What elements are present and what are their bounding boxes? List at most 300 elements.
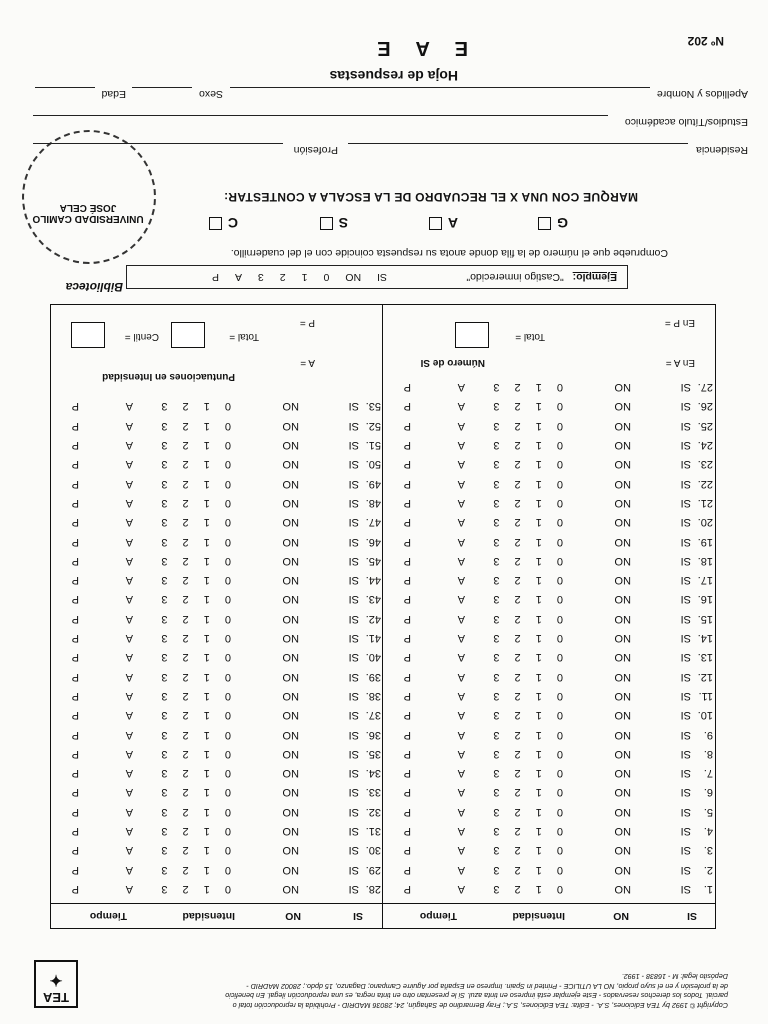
cell-p[interactable]: P [403, 651, 411, 664]
cell-si[interactable]: SI [348, 612, 359, 625]
cell-a[interactable]: A [457, 844, 465, 857]
cell-intensidad[interactable]: 0 1 2 3 [487, 844, 563, 857]
cell-si[interactable]: SI [348, 767, 359, 780]
cell-intensidad[interactable]: 0 1 2 3 [155, 844, 231, 857]
cell-a[interactable]: A [457, 805, 465, 818]
cell-a[interactable]: A [457, 593, 465, 606]
cell-p[interactable]: P [403, 535, 411, 548]
centil-box[interactable] [71, 322, 105, 348]
cell-p[interactable]: P [71, 400, 79, 413]
cell-intensidad[interactable]: 0 1 2 3 [155, 535, 231, 548]
cell-p[interactable]: P [403, 497, 411, 509]
cell-no[interactable]: NO [282, 709, 299, 722]
cell-intensidad[interactable]: 0 1 2 3 [487, 728, 563, 741]
cell-a[interactable]: A [457, 574, 465, 587]
cell-intensidad[interactable]: 0 1 2 3 [155, 593, 231, 606]
cell-intensidad[interactable]: 0 1 2 3 [487, 786, 563, 799]
cell-no[interactable]: NO [614, 728, 631, 741]
cell-p[interactable]: P [403, 419, 411, 432]
cell-no[interactable]: NO [614, 593, 631, 606]
cell-p[interactable]: P [71, 690, 79, 702]
scale-g[interactable] [538, 215, 568, 231]
estudios-label: Estudios/Título académico [624, 116, 748, 128]
cell-no[interactable]: NO [614, 554, 631, 567]
cell-no[interactable]: NO [614, 767, 631, 780]
cell-a[interactable]: A [125, 439, 133, 452]
cell-p[interactable]: P [71, 477, 79, 490]
cell-intensidad[interactable]: 0 1 2 3 [155, 400, 231, 413]
cell-a[interactable]: A [125, 419, 133, 432]
sexo-line[interactable] [132, 87, 192, 88]
cell-no[interactable]: NO [282, 458, 299, 471]
cell-a[interactable]: A [125, 728, 133, 741]
cell-a[interactable]: A [457, 381, 465, 394]
cell-intensidad[interactable]: 0 1 2 3 [487, 863, 563, 876]
cell-no[interactable]: NO [282, 632, 299, 645]
cell-a[interactable]: A [457, 690, 465, 702]
cell-si[interactable]: SI [680, 439, 691, 452]
cell-no[interactable]: NO [614, 863, 631, 876]
example-label: Ejemplo: [572, 271, 617, 283]
cell-si[interactable]: SI [680, 554, 691, 567]
cell-a[interactable]: A [457, 863, 465, 876]
cell-si[interactable]: SI [348, 554, 359, 567]
cell-a[interactable]: A [457, 670, 465, 683]
cell-p[interactable]: P [403, 747, 411, 760]
cell-si[interactable]: SI [348, 844, 359, 857]
cell-si[interactable]: SI [680, 593, 691, 606]
cell-p[interactable]: P [403, 825, 411, 838]
cell-si[interactable]: SI [348, 651, 359, 664]
cell-intensidad[interactable]: 0 1 2 3 [487, 497, 563, 509]
cell-intensidad[interactable]: 0 1 2 3 [487, 439, 563, 452]
cell-no[interactable]: NO [614, 670, 631, 683]
cell-intensidad[interactable]: 0 1 2 3 [487, 670, 563, 683]
cell-a[interactable]: A [457, 419, 465, 432]
row-number: 52. [365, 419, 381, 432]
cell-si[interactable]: SI [680, 477, 691, 490]
cell-intensidad[interactable]: 0 1 2 3 [155, 883, 231, 895]
cell-p[interactable]: P [71, 844, 79, 857]
cell-intensidad[interactable]: 0 1 2 3 [487, 554, 563, 567]
cell-a[interactable]: A [125, 670, 133, 683]
cell-p[interactable]: P [71, 709, 79, 722]
cell-a[interactable]: A [125, 651, 133, 664]
cell-si[interactable]: SI [348, 805, 359, 818]
cell-p[interactable]: P [403, 844, 411, 857]
cell-a[interactable]: A [125, 805, 133, 818]
cell-p[interactable]: P [403, 670, 411, 683]
cell-a[interactable]: A [125, 632, 133, 645]
cell-intensidad[interactable]: 0 1 2 3 [487, 612, 563, 625]
total-left-box[interactable] [455, 322, 489, 348]
cell-si[interactable]: SI [680, 728, 691, 741]
cell-p[interactable]: P [71, 883, 79, 895]
cell-p[interactable]: P [71, 805, 79, 818]
cell-a[interactable]: A [457, 728, 465, 741]
sexo-label: Sexo [199, 88, 223, 100]
cell-si[interactable]: SI [348, 825, 359, 838]
cell-p[interactable]: P [71, 593, 79, 606]
cell-si[interactable]: SI [348, 593, 359, 606]
cell-si[interactable]: SI [680, 863, 691, 876]
scale-a[interactable] [429, 215, 458, 231]
cell-si[interactable]: SI [348, 419, 359, 432]
cell-no[interactable]: NO [614, 632, 631, 645]
cell-p[interactable]: P [71, 419, 79, 432]
cell-p[interactable]: P [71, 535, 79, 548]
cell-intensidad[interactable]: 0 1 2 3 [155, 747, 231, 760]
cell-no[interactable]: NO [282, 497, 299, 509]
cell-intensidad[interactable]: 0 1 2 3 [155, 632, 231, 645]
cell-no[interactable]: NO [282, 786, 299, 799]
cell-p[interactable]: P [403, 786, 411, 799]
cell-p[interactable]: P [71, 516, 79, 529]
cell-intensidad[interactable]: 0 1 2 3 [155, 612, 231, 625]
table-row [51, 397, 381, 416]
cell-intensidad[interactable]: 0 1 2 3 [487, 883, 563, 895]
cell-intensidad[interactable]: 0 1 2 3 [487, 805, 563, 818]
cell-p[interactable]: P [403, 574, 411, 587]
cell-si[interactable]: SI [680, 651, 691, 664]
cell-si[interactable]: SI [680, 670, 691, 683]
cell-p[interactable]: P [71, 458, 79, 471]
cell-intensidad[interactable]: 0 1 2 3 [487, 381, 563, 394]
cell-no[interactable]: NO [282, 651, 299, 664]
cell-si[interactable]: SI [348, 516, 359, 529]
cell-intensidad[interactable]: 0 1 2 3 [155, 825, 231, 838]
cell-no[interactable]: NO [282, 883, 299, 895]
table-row [51, 860, 381, 879]
cell-intensidad[interactable]: 0 1 2 3 [487, 767, 563, 780]
checkbox-icon[interactable] [320, 217, 333, 230]
table-row [51, 493, 381, 512]
cell-no[interactable]: NO [614, 747, 631, 760]
cell-intensidad[interactable]: 0 1 2 3 [487, 400, 563, 413]
cell-si[interactable]: SI [680, 786, 691, 799]
cell-a[interactable]: A [125, 477, 133, 490]
cell-no[interactable]: NO [282, 844, 299, 857]
cell-a[interactable]: A [457, 632, 465, 645]
cell-intensidad[interactable]: 0 1 2 3 [155, 574, 231, 587]
cell-si[interactable]: SI [348, 728, 359, 741]
cell-a[interactable]: A [457, 516, 465, 529]
cell-p[interactable]: P [71, 728, 79, 741]
cell-no[interactable]: NO [282, 612, 299, 625]
cell-a[interactable]: A [125, 709, 133, 722]
cell-intensidad[interactable]: 0 1 2 3 [155, 670, 231, 683]
cell-no[interactable]: NO [614, 516, 631, 529]
cell-a[interactable]: A [125, 825, 133, 838]
cell-intensidad[interactable]: 0 1 2 3 [487, 632, 563, 645]
cell-p[interactable]: P [403, 593, 411, 606]
cell-p[interactable]: P [403, 728, 411, 741]
cell-p[interactable]: P [71, 439, 79, 452]
cell-no[interactable]: NO [282, 767, 299, 780]
cell-si[interactable]: SI [348, 670, 359, 683]
apellidos-line[interactable] [230, 87, 650, 88]
cell-intensidad[interactable]: 0 1 2 3 [155, 767, 231, 780]
cell-no[interactable]: NO [614, 883, 631, 895]
cell-p[interactable]: P [403, 863, 411, 876]
cell-si[interactable]: SI [348, 458, 359, 471]
cell-intensidad[interactable]: 0 1 2 3 [155, 728, 231, 741]
cell-a[interactable]: A [457, 786, 465, 799]
cell-no[interactable]: NO [614, 651, 631, 664]
cell-intensidad[interactable]: 0 1 2 3 [487, 593, 563, 606]
cell-si[interactable]: SI [680, 497, 691, 509]
copyright-line: parcial. Todos los derechos reservados - Este ejemplar está impreso en tinta azul. Si le presentan otro en tinta negra, es una reproducción ilegal. En beneficio [225, 991, 728, 1001]
cell-intensidad[interactable]: 0 1 2 3 [487, 477, 563, 490]
cell-no[interactable]: NO [614, 439, 631, 452]
cell-a[interactable]: A [457, 747, 465, 760]
cell-si[interactable]: SI [348, 439, 359, 452]
cell-intensidad[interactable]: 0 1 2 3 [155, 805, 231, 818]
cell-no[interactable]: NO [282, 477, 299, 490]
cell-p[interactable]: P [71, 786, 79, 799]
cell-no[interactable]: NO [282, 516, 299, 529]
cell-a[interactable]: A [125, 574, 133, 587]
cell-a[interactable]: A [125, 400, 133, 413]
row-number: 5. [703, 805, 713, 818]
cell-intensidad[interactable]: 0 1 2 3 [487, 516, 563, 529]
cell-p[interactable]: P [71, 767, 79, 780]
cell-intensidad[interactable]: 0 1 2 3 [487, 825, 563, 838]
cell-si[interactable]: SI [680, 574, 691, 587]
row-number: 17. [697, 574, 713, 587]
cell-p[interactable]: P [403, 632, 411, 645]
cell-si[interactable]: SI [348, 709, 359, 722]
cell-intensidad[interactable]: 0 1 2 3 [487, 574, 563, 587]
cell-si[interactable]: SI [680, 883, 691, 895]
cell-no[interactable]: NO [614, 805, 631, 818]
cell-si[interactable]: SI [680, 709, 691, 722]
cell-si[interactable]: SI [680, 767, 691, 780]
cell-si[interactable]: SI [680, 516, 691, 529]
cell-no[interactable]: NO [614, 825, 631, 838]
cell-si[interactable]: SI [680, 535, 691, 548]
cell-a[interactable]: A [457, 535, 465, 548]
scale-s[interactable] [320, 215, 348, 231]
cell-a[interactable]: A [457, 767, 465, 780]
cell-a[interactable]: A [125, 883, 133, 895]
cell-a[interactable]: A [457, 477, 465, 490]
cell-si[interactable]: SI [680, 805, 691, 818]
cell-a[interactable]: A [457, 651, 465, 664]
cell-si[interactable]: SI [348, 883, 359, 895]
cell-no[interactable]: NO [282, 690, 299, 702]
cell-p[interactable]: P [403, 690, 411, 702]
cell-no[interactable]: NO [614, 612, 631, 625]
checkbox-icon[interactable] [209, 217, 222, 230]
cell-intensidad[interactable]: 0 1 2 3 [155, 786, 231, 799]
cell-si[interactable]: SI [348, 690, 359, 702]
total-right-box[interactable] [171, 322, 205, 348]
cell-a[interactable]: A [125, 458, 133, 471]
cell-a[interactable]: A [125, 863, 133, 876]
cell-intensidad[interactable]: 0 1 2 3 [155, 477, 231, 490]
cell-intensidad[interactable]: 0 1 2 3 [155, 516, 231, 529]
cell-p[interactable]: P [403, 612, 411, 625]
cell-a[interactable]: A [457, 554, 465, 567]
cell-no[interactable]: NO [614, 574, 631, 587]
cell-p[interactable]: P [403, 554, 411, 567]
cell-p[interactable]: P [71, 863, 79, 876]
cell-p[interactable]: P [403, 439, 411, 452]
cell-no[interactable]: NO [282, 439, 299, 452]
cell-intensidad[interactable]: 0 1 2 3 [155, 709, 231, 722]
cell-intensidad[interactable]: 0 1 2 3 [155, 690, 231, 702]
cell-a[interactable]: A [125, 497, 133, 509]
cell-intensidad[interactable]: 0 1 2 3 [155, 458, 231, 471]
cell-si[interactable]: SI [680, 747, 691, 760]
estudios-line[interactable] [33, 115, 608, 116]
cell-a[interactable]: A [125, 767, 133, 780]
cell-intensidad[interactable]: 0 1 2 3 [487, 535, 563, 548]
cell-si[interactable]: SI [680, 612, 691, 625]
cell-si[interactable]: SI [680, 632, 691, 645]
cell-no[interactable]: NO [282, 805, 299, 818]
cell-si[interactable]: SI [348, 497, 359, 509]
row-number: 39. [365, 670, 381, 683]
cell-p[interactable]: P [403, 883, 411, 895]
cell-si[interactable]: SI [348, 632, 359, 645]
row-number: 48. [365, 497, 381, 509]
cell-si[interactable]: SI [348, 477, 359, 490]
cell-a[interactable]: A [125, 844, 133, 857]
cell-si[interactable]: SI [348, 400, 359, 413]
residencia-line[interactable] [348, 143, 688, 144]
row-number: 30. [365, 844, 381, 857]
cell-intensidad[interactable]: 0 1 2 3 [155, 439, 231, 452]
cell-a[interactable]: A [125, 593, 133, 606]
cell-si[interactable]: SI [680, 825, 691, 838]
cell-si[interactable]: SI [680, 400, 691, 413]
cell-no[interactable]: NO [282, 728, 299, 741]
cell-si[interactable]: SI [680, 419, 691, 432]
cell-a[interactable]: A [457, 709, 465, 722]
cell-p[interactable]: P [71, 670, 79, 683]
checkbox-icon[interactable] [538, 217, 551, 230]
edad-line[interactable] [35, 87, 95, 88]
profesion-line[interactable] [33, 143, 283, 144]
cell-no[interactable]: NO [614, 381, 631, 394]
cell-intensidad[interactable]: 0 1 2 3 [155, 497, 231, 509]
example-cell: 1 [301, 271, 308, 283]
cell-a[interactable]: A [457, 612, 465, 625]
cell-intensidad[interactable]: 0 1 2 3 [487, 458, 563, 471]
cell-no[interactable]: NO [614, 690, 631, 702]
cell-a[interactable]: A [125, 516, 133, 529]
cell-no[interactable]: NO [614, 535, 631, 548]
cell-p[interactable]: P [403, 477, 411, 490]
cell-si[interactable]: SI [680, 690, 691, 702]
cell-no[interactable]: NO [614, 400, 631, 413]
cell-p[interactable]: P [71, 497, 79, 509]
cell-a[interactable]: A [457, 439, 465, 452]
cell-a[interactable]: A [457, 497, 465, 509]
header-si: SI [353, 910, 363, 922]
cell-intensidad[interactable]: 0 1 2 3 [155, 554, 231, 567]
cell-no[interactable]: NO [282, 574, 299, 587]
cell-a[interactable]: A [457, 400, 465, 413]
cell-si[interactable]: SI [680, 458, 691, 471]
cell-no[interactable]: NO [614, 477, 631, 490]
cell-no[interactable]: NO [282, 419, 299, 432]
cell-no[interactable]: NO [282, 593, 299, 606]
cell-a[interactable]: A [457, 883, 465, 895]
cell-a[interactable]: A [125, 747, 133, 760]
scale-label: G [557, 215, 568, 231]
cell-no[interactable]: NO [614, 419, 631, 432]
cell-p[interactable]: P [403, 516, 411, 529]
cell-p[interactable]: P [71, 574, 79, 587]
cell-p[interactable]: P [403, 805, 411, 818]
cell-p[interactable]: P [403, 400, 411, 413]
cell-si[interactable]: SI [348, 786, 359, 799]
cell-intensidad[interactable]: 0 1 2 3 [155, 419, 231, 432]
cell-a[interactable]: A [125, 612, 133, 625]
cell-no[interactable]: NO [282, 670, 299, 683]
cell-no[interactable]: NO [614, 458, 631, 471]
cell-p[interactable]: P [403, 458, 411, 471]
scale-c[interactable] [209, 215, 238, 231]
cell-p[interactable]: P [71, 554, 79, 567]
cell-p[interactable]: P [71, 825, 79, 838]
header-no: NO [613, 910, 629, 922]
cell-si[interactable]: SI [348, 535, 359, 548]
cell-no[interactable]: NO [282, 863, 299, 876]
cell-si[interactable]: SI [680, 381, 691, 394]
row-number: 9. [703, 728, 713, 741]
cell-intensidad[interactable]: 0 1 2 3 [487, 747, 563, 760]
cell-a[interactable]: A [125, 786, 133, 799]
cell-si[interactable]: SI [348, 863, 359, 876]
cell-no[interactable]: NO [614, 786, 631, 799]
cell-no[interactable]: NO [614, 709, 631, 722]
cell-no[interactable]: NO [614, 844, 631, 857]
cell-p[interactable]: P [403, 381, 411, 394]
cell-intensidad[interactable]: 0 1 2 3 [487, 709, 563, 722]
cell-no[interactable]: NO [282, 825, 299, 838]
cell-no[interactable]: NO [282, 535, 299, 548]
cell-no[interactable]: NO [614, 497, 631, 509]
cell-p[interactable]: P [403, 709, 411, 722]
cell-intensidad[interactable]: 0 1 2 3 [155, 651, 231, 664]
cell-p[interactable]: P [71, 651, 79, 664]
cell-p[interactable]: P [403, 767, 411, 780]
cell-p[interactable]: P [71, 612, 79, 625]
cell-a[interactable]: A [457, 458, 465, 471]
cell-a[interactable]: A [125, 535, 133, 548]
cell-intensidad[interactable]: 0 1 2 3 [487, 690, 563, 702]
cell-intensidad[interactable]: 0 1 2 3 [487, 651, 563, 664]
cell-intensidad[interactable]: 0 1 2 3 [487, 419, 563, 432]
cell-a[interactable]: A [457, 825, 465, 838]
cell-si[interactable]: SI [348, 574, 359, 587]
cell-p[interactable]: P [71, 632, 79, 645]
cell-no[interactable]: NO [282, 747, 299, 760]
cell-si[interactable]: SI [680, 844, 691, 857]
cell-si[interactable]: SI [348, 747, 359, 760]
cell-intensidad[interactable]: 0 1 2 3 [155, 863, 231, 876]
checkbox-icon[interactable] [429, 217, 442, 230]
cell-p[interactable]: P [71, 747, 79, 760]
cell-a[interactable]: A [125, 554, 133, 567]
cell-no[interactable]: NO [282, 400, 299, 413]
cell-no[interactable]: NO [282, 554, 299, 567]
cell-a[interactable]: A [125, 690, 133, 702]
